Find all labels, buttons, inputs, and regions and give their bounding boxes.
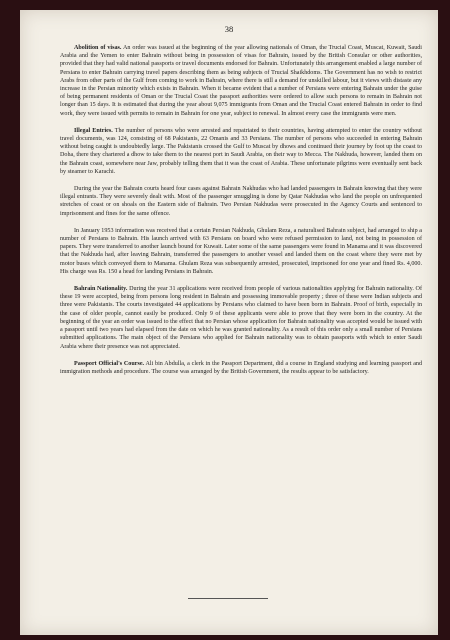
paragraph-text: In January 1953 information was received that a certain Persian Nakhuda, Ghulam Reza, a naturalised Bahrain subject, had arranged to ship a number of Persians to Bahrain. His launch arrived with 63 Persians on board who were refused permission to land, not being in possession of papers. They were transferred to another launch bound for Kuwait. Later some of the same passengers were found in Manama and it was discovered that the Nakhuda had, after leaving Bahrain, transferred the passengers to another vessel and landed them on the coast where they were met by motor buses which conveyed them to Manama. Ghulam Reza was subsequently arrested, prosecuted, imprisoned for one year and fined Rs. 4,000. His charge was Rs. 150 a head for landing Persians in Bahrain. [60, 227, 422, 275]
paragraph-abolition-of-visas [60, 44, 422, 118]
paragraph-bahrain-nationality [60, 285, 422, 351]
paragraph-heading: Passport Official's Course. [74, 360, 145, 367]
document-body [60, 44, 422, 385]
paragraph-ghulam-reza [60, 227, 422, 276]
paragraph-passport-course [60, 360, 422, 376]
closing-rule [188, 598, 268, 599]
paragraph-text: An order was issued at the beginning of the year allowing nationals of Oman, the Trucial Coast, Muscat, Kuwait, Saudi Arabia and the Yemen to enter Bahrain without being in possession of visas for Bahrain, issued by the British Consular or other authorities, provided that they had valid national passports or travel documents endorsed for Bahrain. Unfortunately this arrangement enabled a large number of Persians to enter Bahrain carrying travel papers describing them as being subjects of Trucial Shaikhdoms. The Government has no wish to restrict Arabs from other parts of the Gulf from coming to work in Bahrain, where there is still a demand for unskilled labour, but it views with distaste any increase in the Persian minority which exists in Bahrain. When it became evident that a number of Persians were entering Bahrain under the guise of being permanent residents of Oman or the Trucial Coast the passport authorities were ordered to allow such persons to remain in Bahrain not longer than 15 days. It is estimated that during the year about 9,075 immigrants from Oman and the Trucial Coast entered Bahrain in order to find work, they were issued with permits to remain in Bahrain for one year, subject to renewal. In almost every case the immigrants were men. [60, 45, 422, 117]
paragraph-heading: Abolition of visas. [74, 45, 122, 51]
paragraph-court-cases [60, 185, 422, 218]
page-number: 38 [224, 24, 234, 34]
paragraph-heading: Illegal Entries. [74, 127, 113, 134]
paragraph-illegal-entries [60, 127, 422, 176]
paragraph-heading: Bahrain Nationality. [74, 286, 128, 293]
paragraph-text: Ali bin Abdulla, a clerk in the Passport Department, did a course in England studying and learning passport and immigration methods and procedure. The course was arranged by the British Government, the results appear to be satisfactory. [60, 360, 422, 375]
document-page [20, 10, 438, 635]
paragraph-text: During the year 31 applications were received from people of various nationalities applying for Bahrain nationality. Of these 19 were accepted, being from persons long resident in Bahrain and possessing immovable property ; three of these were Indian subjects and three were Pakistanis. The courts investigated 44 applications by Persians who claimed to have been born in Bahrain. Proof of birth, especially in the case of older people, cannot easily be produced. Only 9 of these applicants were able to prove that they were born in the country. At the beginning of the year an order was issued to the effect that no Persian whose application for Bahrain nationality was accepted would be issued with a passport until two years had elapsed from the date on which he was granted nationality. As a result of this order only a small number of Persians submitted applications. The main object of the Persians who applied for Bahrain nationality was to obtain passports with which to enter Saudi Arabia where their presence was not appreciated. [60, 286, 422, 350]
paragraph-text: The number of persons who were arrested and repatriated to their countries, having attempted to enter the country without travel documents, was 124, consisting of 68 Pakistanis, 22 Omanis and 33 Persians. The number of persons who succeeded in entering Bahrain without being caught is undoubtedly large. The Pakistanis crossed the Gulf to Muscat by dhows and continued their journey by foot up the coast to Doha, there they chartered a dhow to take them to the nearest port in Saudi Arabia, on their way to Mecca. The Nakhuda, however, landed them on the Bahrain coast, somewhere near Jaw, probably telling them that it was the coast of Arabia. These unfortunate pilgrims were eventually sent back by steamer to Karachi. [60, 127, 422, 175]
paragraph-text: During the year the Bahrain courts heard four cases against Bahrain Nakhudas who had landed passengers in Bahrain knowing that they were illegal entrants. They were severely dealt with. Most of the passenger smuggling is done by Qatar Nakhudas who land the people on unfrequented stretches of coast or on shoals on the Eastern side of Bahrain. Two Persian Nakhudas were prosecuted in the Agency Courts and sentenced to imprisonment and fines for the same offence. [60, 186, 422, 217]
